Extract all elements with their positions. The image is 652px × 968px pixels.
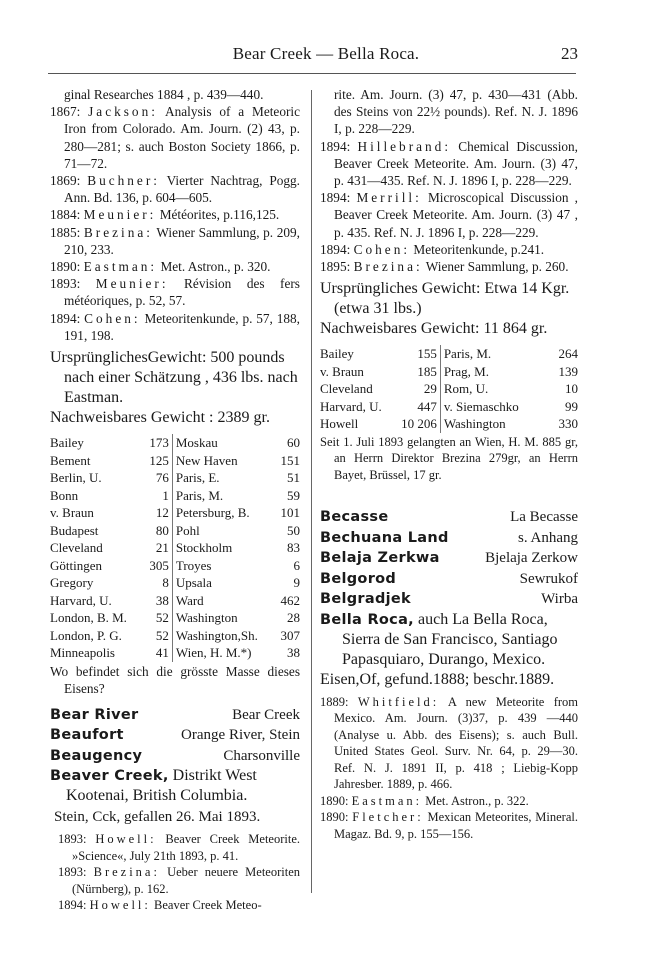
see-reference: Bear Creek — [232, 706, 300, 723]
reference-text: Met. Astron., p. 322. — [425, 793, 529, 808]
collection-weight: 10 — [565, 381, 578, 397]
reference-year: 1895: — [320, 259, 351, 275]
reference-list — [50, 86, 300, 344]
collection-name: Paris, M. — [175, 487, 224, 503]
collection-weight: 155 — [397, 345, 441, 363]
collection-name: Washington — [175, 610, 238, 626]
collection-weight: 21 — [129, 539, 173, 557]
cross-reference-list — [320, 507, 578, 610]
reference-year: 1890: — [50, 259, 81, 275]
table-row — [50, 539, 300, 557]
note: Seit 1. Juli 1893 gelangten an Wien, H. M. 885 gr, an Herrn Direktor Brezina 279gr, an Herrn Bayet, Brüssel, 17 gr. — [320, 434, 578, 482]
reference-author: Eastman: — [351, 793, 423, 808]
reference-author: Merrill: — [356, 190, 422, 206]
entry-bella-roca — [320, 610, 578, 670]
reference-entry — [50, 103, 300, 172]
collection-name: Paris, M. — [443, 346, 492, 362]
reference-entry — [50, 275, 300, 309]
reference-entry — [320, 241, 578, 258]
reference-text: Analysis of a Meteoric Iron from Colorado. Am. Journ. (2) 43, p. 280—281; s. auch Boston Society 1866, p. 71—72. — [64, 104, 300, 171]
see-reference: Orange River, Stein — [181, 727, 300, 744]
collection-name: Troyes — [175, 557, 212, 573]
collection-weight: 28 — [287, 610, 300, 626]
entry-title: Bella Roca, — [320, 611, 414, 628]
reference-author: Howell: — [95, 832, 157, 847]
cross-reference — [50, 725, 300, 746]
collection-weight: 447 — [397, 398, 441, 416]
reference-text: Beaver Creek Meteo- — [154, 898, 262, 913]
collection-weight: 38 — [129, 592, 173, 610]
collection-name: Harvard, U. — [50, 592, 112, 608]
reference-year: 1893: — [58, 832, 87, 847]
reference-entry — [320, 809, 578, 842]
reference-text: Révision des fers météoriques, p. 52, 57. — [64, 276, 300, 309]
reference-author: Jackson: — [88, 104, 158, 120]
reference-text: ginal Researches 1884 , p. 439—440. — [64, 87, 264, 102]
cross-reference — [320, 548, 578, 569]
collection-name: v. Siemaschko — [443, 398, 519, 414]
table-row — [50, 469, 300, 487]
entry-title: Beaufort — [50, 727, 124, 744]
table-row — [50, 574, 300, 592]
reference-year: 1884: — [50, 207, 81, 223]
collection-weight: 52 — [129, 627, 173, 645]
cross-reference — [320, 507, 578, 528]
original-weight: UrsprünglichesGewicht: 500 pounds nach einer Schätzung , 436 lbs. nach Eastman. — [50, 349, 298, 407]
proven-weight: Nachweisbares Gewicht: 11 864 gr. — [320, 320, 548, 338]
reference-text: Wiener Sammlung, p. 209, 210, 233. — [64, 224, 300, 257]
collection-weight: 330 — [558, 416, 578, 432]
reference-entry — [320, 138, 578, 190]
reference-text: Meteoritenkunde, p. 57, 188, 191, 198. — [64, 310, 301, 343]
reference-entry — [50, 258, 300, 275]
reference-entry — [58, 864, 300, 897]
collection-name: Prag, M. — [443, 363, 489, 379]
collection-name: Budapest — [50, 522, 99, 538]
reference-list — [320, 86, 578, 275]
collection-name: v. Braun — [50, 505, 94, 521]
collection-weight: 10 206 — [397, 415, 441, 433]
table-row — [50, 434, 300, 452]
cross-reference — [50, 746, 300, 767]
right-column — [320, 86, 578, 842]
collection-weight: 185 — [397, 363, 441, 381]
table-row — [50, 627, 300, 645]
collection-name: Bailey — [50, 435, 84, 451]
reference-author: Eastman: — [83, 259, 158, 275]
reference-author: Howell: — [89, 898, 151, 913]
reference-entry — [320, 258, 578, 275]
table-row — [320, 415, 578, 433]
reference-year: 1894: — [50, 310, 81, 326]
collection-name: Howell — [320, 416, 359, 432]
see-reference: Bjelaja Zerkow — [485, 550, 578, 567]
entry-location: Distrikt West Kootenai, British Columbia. — [66, 767, 257, 805]
collection-weight: 51 — [287, 470, 300, 486]
proven-weight: Nachweisbares Gewicht : 2389 gr. — [50, 409, 270, 427]
table-row — [50, 609, 300, 627]
collection-name: Rom, U. — [443, 381, 489, 397]
reference-author: Hillebrand: — [357, 138, 452, 154]
collection-weight: 52 — [129, 609, 173, 627]
reference-entry — [320, 86, 578, 138]
page-number: 23 — [561, 44, 578, 63]
entry-title: Becasse — [320, 509, 389, 526]
collection-name: Moskau — [175, 435, 218, 451]
entry-title: Bear River — [50, 706, 139, 723]
reference-text: rite. Am. Journ. (3) 47, p. 430—431 (Abb. des Steins von 22½ pounds). Ref. N. J. 1896 I, p. 228—229. — [334, 87, 578, 137]
reference-year: 1893: — [50, 276, 81, 292]
table-row — [50, 557, 300, 575]
see-reference: Sewrukof — [519, 570, 578, 587]
collection-name: Bailey — [320, 346, 354, 362]
cross-reference — [320, 589, 578, 610]
entry-title: Beaver Creek, — [50, 768, 169, 785]
collection-weight: 99 — [565, 398, 578, 414]
reference-text: Beaver Creek Meteorite. »Science«, July 21th 1893, p. 41. — [72, 832, 301, 863]
running-head: Bear Creek — Bella Roca. — [232, 44, 420, 63]
entry-title: Bechuana Land — [320, 529, 449, 546]
collection-weight: 29 — [397, 380, 441, 398]
collection-weight: 173 — [129, 434, 173, 452]
reference-entry — [320, 793, 578, 810]
left-column — [50, 86, 300, 914]
reference-year: 1893: — [58, 865, 87, 880]
collection-weight: 59 — [287, 487, 300, 503]
reference-text: Mexican Meteorites, Mineral. Magaz. Bd. 9, p. 155—156. — [334, 810, 578, 841]
collection-name: Berlin, U. — [50, 470, 102, 486]
reference-author: Whitfield: — [357, 694, 440, 709]
reference-year: 1889: — [320, 694, 349, 709]
see-reference: La Becasse — [510, 509, 578, 526]
reference-text: Vierter Nachtrag, Pogg. Ann. Bd. 136, p. 604—605. — [64, 173, 300, 206]
reference-year: 1894: — [58, 898, 87, 913]
collection-name: Petersburg, B. — [175, 505, 250, 521]
entry-title: Belgorod — [320, 570, 397, 587]
collection-name: Cleveland — [320, 381, 373, 397]
reference-entry — [58, 831, 300, 864]
reference-text: Meteoritenkunde, p.241. — [413, 241, 545, 257]
entry-title: Beaugency — [50, 747, 143, 764]
collection-name: Washington — [443, 416, 506, 432]
reference-text: Microscopical Discussion , Beaver Creek Meteorite. Am. Journ. (3) 47 , p. 435. Ref. N. J. 1896 I, p. 228—229. — [334, 190, 579, 240]
reference-entry — [320, 694, 578, 793]
collection-name: Cleveland — [50, 540, 103, 556]
table-row — [50, 504, 300, 522]
entry-beaver-creek — [50, 766, 300, 806]
see-reference: Charsonville — [223, 747, 300, 764]
table-row — [50, 592, 300, 610]
note: Wo befindet sich die grösste Masse dieses Eisens? — [50, 663, 300, 696]
cross-reference — [320, 569, 578, 590]
reference-text: A new Meteorite from Mexico. Am. Journ. (3)37, p. 439 —440 (Analyse u. Abb. des Eisens); s. auch Bull. United States Geol. Surv. Nr. 64, p. 29—30. Ref. N. J. 1891 II, p. 418 ; Liebig-Kopp Jahresber. 1889, p. 466. — [334, 694, 579, 792]
collection-weight: 50 — [287, 522, 300, 538]
reference-author: Meunier: — [83, 207, 157, 223]
table-row — [50, 644, 300, 662]
cross-reference-list — [50, 705, 300, 767]
see-reference: Wirba — [541, 591, 578, 608]
collection-weight: 80 — [129, 522, 173, 540]
table-row — [50, 487, 300, 505]
collection-name: Minneapolis — [50, 645, 115, 661]
collection-name: Upsala — [175, 575, 212, 591]
reference-list — [50, 831, 300, 914]
reference-year: 1894: — [320, 138, 351, 154]
collection-name: Gregory — [50, 575, 94, 591]
collection-weight: 101 — [280, 505, 300, 521]
reference-author: Cohen: — [353, 241, 411, 257]
entry-title: Belgradjek — [320, 591, 411, 608]
reference-text: Wiener Sammlung, p. 260. — [425, 259, 569, 275]
table-row — [320, 345, 578, 363]
reference-author: Brezina: — [83, 224, 153, 240]
collection-weight: 1 — [129, 487, 173, 505]
reference-author: Buchner: — [87, 173, 160, 189]
column-divider — [311, 90, 312, 893]
collection-weight: 462 — [280, 592, 300, 608]
reference-entry — [58, 897, 300, 914]
collection-weight: 305 — [129, 557, 173, 575]
collection-weight: 125 — [129, 452, 173, 470]
reference-text: Met. Astron., p. 320. — [160, 259, 271, 275]
reference-author: Meunier: — [95, 276, 169, 292]
collection-weight: 307 — [280, 627, 300, 643]
reference-entry — [50, 172, 300, 206]
reference-author: Brezina: — [93, 865, 160, 880]
collection-name: Pohl — [175, 522, 200, 538]
collection-weight: 139 — [558, 363, 578, 379]
reference-text: Chemical Discussion, Beaver Creek Meteorite. Am. Journ. (3) 47, p. 431—435. Ref. N. J. 1896 I, p. 228—229. — [334, 138, 579, 189]
collection-name: Wien, H. M.*) — [175, 645, 252, 661]
collection-name: Washington,Sh. — [175, 627, 258, 643]
collection-weight: 12 — [129, 504, 173, 522]
collection-name: London, B. M. — [50, 610, 127, 626]
collection-name: Paris, E. — [175, 470, 220, 486]
reference-author: Brezina: — [353, 259, 423, 275]
reference-entry — [50, 224, 300, 258]
table-row — [50, 522, 300, 540]
reference-year: 1890: — [320, 810, 349, 825]
reference-year: 1890: — [320, 793, 349, 808]
collection-name: Ward — [175, 592, 204, 608]
see-reference: s. Anhang — [518, 529, 578, 546]
reference-entry — [320, 189, 578, 241]
collection-name: London, P. G. — [50, 627, 122, 643]
original-weight: Ursprüngliches Gewicht: Etwa 14 Kgr. (etwa 31 lbs.) — [320, 280, 570, 318]
table-row — [320, 380, 578, 398]
header-rule — [48, 73, 576, 74]
collection-weight: 41 — [129, 644, 173, 662]
collection-weight: 151 — [280, 452, 300, 468]
collection-name: New Haven — [175, 452, 238, 468]
reference-author: Cohen: — [84, 310, 141, 326]
reference-text: Ueber neuere Meteoriten (Nürnberg), p. 162. — [72, 865, 301, 896]
cross-reference — [320, 528, 578, 549]
entry-title: Belaja Zerkwa — [320, 550, 440, 567]
collection-name: v. Braun — [320, 363, 364, 379]
entry-location: auch La Bella Roca, Sierra de San Francisco, Santiago Papasquiaro, Durango, Mexico. — [342, 610, 558, 668]
reference-year: 1869: — [50, 173, 81, 189]
collection-table — [50, 434, 300, 662]
collection-name: Bement — [50, 452, 91, 468]
collection-table — [320, 345, 578, 433]
cross-reference — [50, 705, 300, 726]
reference-year: 1867: — [50, 104, 81, 120]
table-row — [320, 363, 578, 381]
collection-weight: 8 — [129, 574, 173, 592]
collection-weight: 76 — [129, 469, 173, 487]
reference-entry — [50, 310, 300, 344]
collection-weight: 264 — [558, 346, 578, 362]
table-row — [320, 398, 578, 416]
reference-year: 1885: — [50, 224, 81, 240]
reference-year: 1894: — [320, 241, 351, 257]
collection-name: Harvard, U. — [320, 398, 382, 414]
collection-weight: 9 — [293, 575, 300, 591]
reference-entry — [50, 206, 300, 223]
reference-year: 1894: — [320, 190, 351, 206]
collection-weight: 60 — [287, 435, 300, 451]
collection-name: Göttingen — [50, 557, 102, 573]
fall-info: Stein, Cck, gefallen 26. Mai 1893. — [54, 809, 261, 826]
collection-weight: 38 — [287, 645, 300, 661]
collection-weight: 83 — [287, 540, 300, 556]
table-row — [50, 452, 300, 470]
reference-entry — [50, 86, 300, 103]
collection-name: Bonn — [50, 487, 79, 503]
fall-info: Eisen,Of, gefund.1888; beschr.1889. — [320, 670, 555, 688]
reference-author: Fletcher: — [352, 810, 424, 825]
reference-list — [320, 694, 578, 843]
collection-name: Stockholm — [175, 540, 233, 556]
reference-text: Météorites, p.116,125. — [159, 207, 280, 223]
collection-weight: 6 — [293, 557, 300, 573]
